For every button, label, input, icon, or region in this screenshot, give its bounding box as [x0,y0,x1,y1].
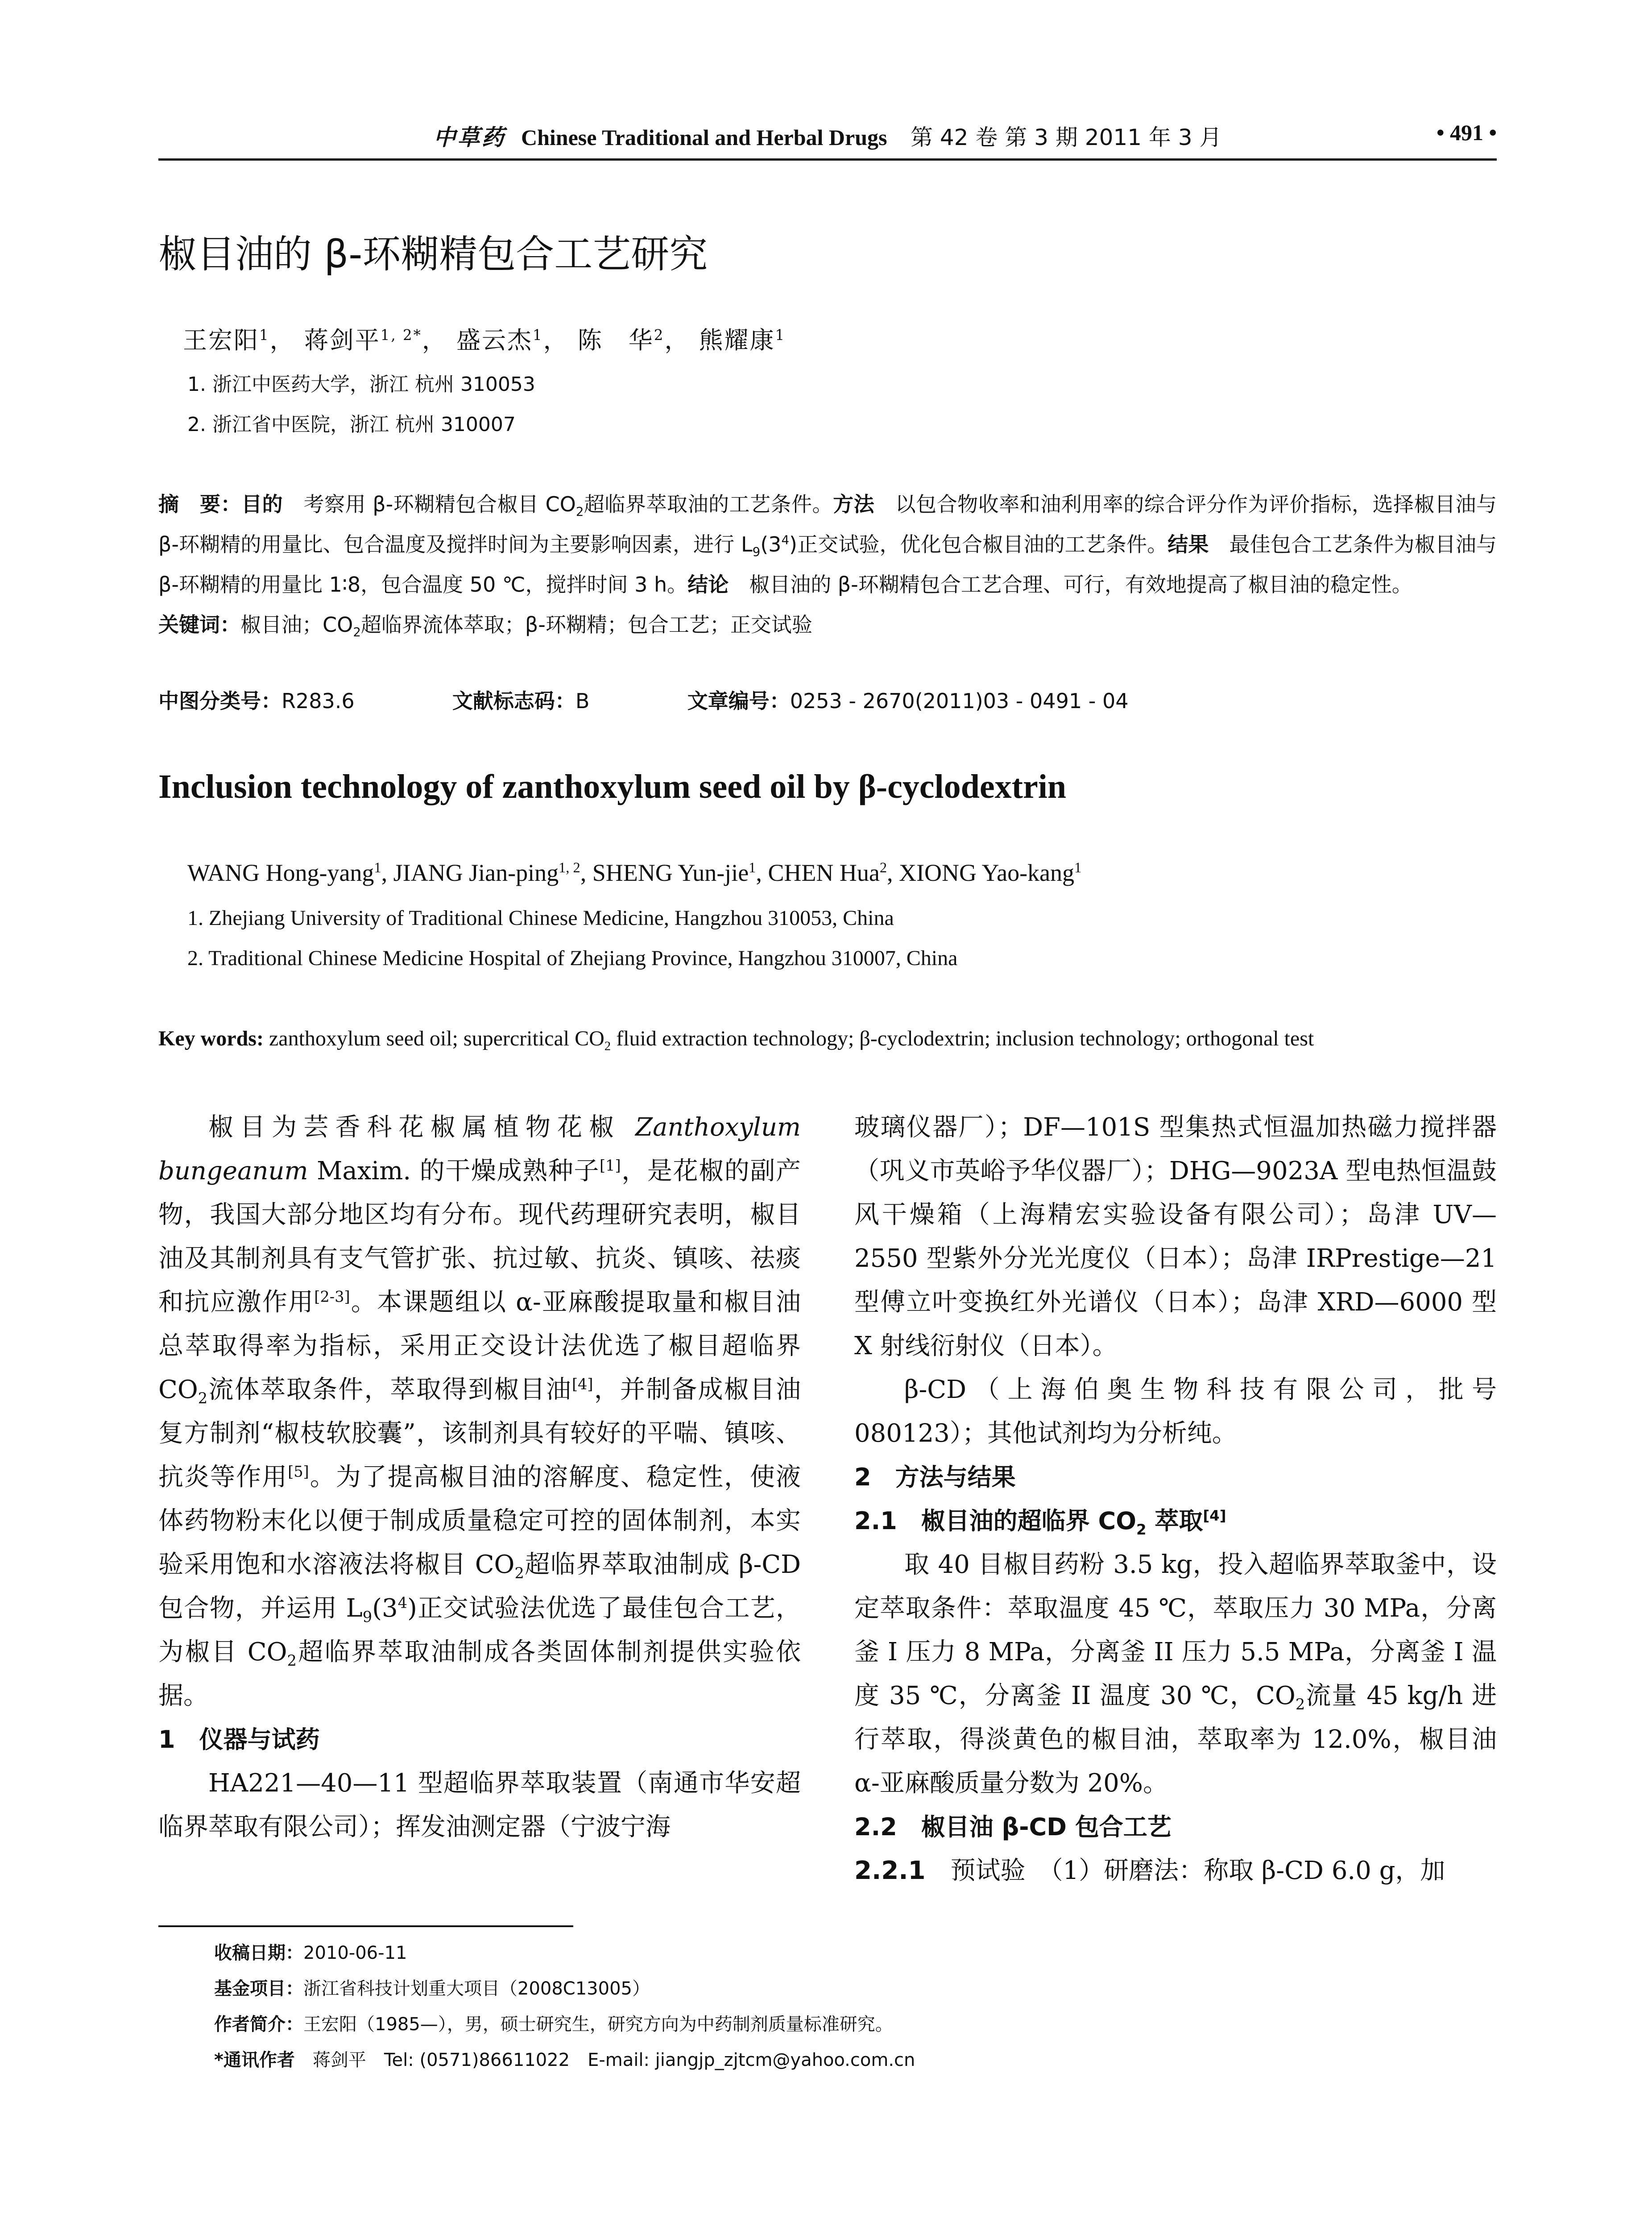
text-run: 流量 45 kg/h 进行萃取，得淡黄色的椒目油，萃取率为 12.0%，椒目油 α-亚麻酸质量分数为 20%。 [854,1681,1497,1798]
title-en: Inclusion technology of zanthoxylum seed oil by β-cyclodextrin [158,768,1067,805]
pretest-paragraph [854,1849,1497,1893]
author-affil-mark: 1 [259,327,270,344]
subscript: 2 [604,1039,611,1053]
journal-name-en: Chinese Traditional and Herbal Drugs [521,125,887,150]
keywords-text: 超临界流体萃取；β-环糊精；包合工艺；正交试验 [360,613,812,637]
footnote-received [214,1939,407,1964]
citation: [4] [571,1375,593,1393]
subscript: 2 [353,625,361,640]
superscript: 4 [781,532,789,547]
title-cn [158,223,708,278]
affiliation-cn: 2. 浙江省中医院，浙江 杭州 310007 [187,413,516,436]
text-run: ，是花椒的副产物，我国大部分地区均有分布。现代药理研究表明，椒目油及其制剂具有支气管扩张、抗过敏、抗炎、镇咳、祛痰和抗应激作用 [158,1157,801,1317]
objective-text: 考察用 β-环糊精包合椒目 CO [283,492,576,516]
subsubsection-label: 2.2.1 [854,1856,926,1885]
citation: [1] [600,1157,621,1174]
clc-label: 中图分类号： [158,689,282,713]
author-affil-mark: 1 [1074,860,1082,876]
footnote-divider [158,1925,573,1927]
abstract-cn [158,484,1497,645]
affiliation-cn: 1. 浙江中医药大学，浙江 杭州 310053 [187,373,535,396]
journal-name-cn: 中草药 [433,124,506,150]
author-affil-mark: 1, 2 [559,860,580,876]
text-run: (3 [372,1594,398,1623]
authors-cn: 王宏阳$^1$， 蒋剑平$^{1, 2*}$， 盛云杰$^1$， 陈 华$^2$， 熊耀康$^1$ [183,326,786,354]
keywords-label: Key words: [158,1027,264,1050]
title-cn-part: β-环糊精包合工艺研究 [324,232,708,277]
text-run: 预试验 （1）研磨法：称取 β-CD 6.0 g，加 [925,1856,1445,1885]
section-heading: 1 仪器与试药 [158,1725,320,1754]
keywords-label: 关键词： [158,613,240,637]
subscript: 2 [576,504,584,519]
text-run: 椒目为芸香科花椒属植物花椒 [208,1113,636,1142]
text-run: 。为了提高椒目油的溶解度、稳定性，使液体药物粉末化以便于制成质量稳定可控的固体制剂，本实验采用饱和水溶液法将椒目 CO [158,1463,801,1579]
footnote-label: 基金项目： [214,1978,303,1999]
body-column-left [158,1106,801,1849]
text-run: 。本课题组以 α-亚麻酸提取量和椒目油总萃取得率为指标，采用正交设计法优选了椒目超临界 CO [158,1288,801,1404]
keywords-text: 椒目油；CO [240,613,353,637]
subscript: 2 [1136,1521,1147,1538]
footnote-fund [214,1974,650,2000]
citation: [4] [1203,1507,1226,1524]
text-run: Maxim. 的干燥成熟种子 [308,1157,600,1186]
journal-info [158,120,1497,152]
keywords-en [158,1026,1314,1051]
header-divider [158,158,1497,161]
footnote-text: 王宏阳（1985—），男，硕士研究生，研究方向为中药制剂质量标准研究。 [303,2014,893,2035]
method-label: 方法 [833,492,875,516]
author-affil-mark: 1, 2* [380,327,422,344]
objective-label: 目的 [241,492,283,516]
text-run: 2.1 椒目油的超临界 CO [854,1507,1136,1535]
author-name: SHENG Yun-jie [592,859,749,886]
text-run: 流体萃取条件，萃取得到椒目油 [207,1375,572,1404]
author-name: 陈 华 [577,326,654,354]
author-name: JIANG Jian-ping [393,859,559,886]
page-number: • 491 • [1436,120,1497,145]
footnote-text: 蒋剑平 Tel: (0571)86611022 E-mail: jiangjp_zjtcm@yahoo.com.cn [294,2050,915,2070]
footnote-correspondence [214,2046,915,2071]
author-name: CHEN Hua [768,859,880,886]
subscript: 2 [287,1652,297,1670]
clc-value: R283.6 [282,689,355,713]
issue-info: 第 42 卷 第 3 期 2011 年 3 月 [910,124,1222,150]
subscript: 2 [198,1389,208,1407]
footnote-label: 作者简介： [214,2014,303,2035]
conclusion-text: 椒目油的 β-环糊精包合工艺合理、可行，有效地提高了椒目油的稳定性。 [729,572,1412,597]
method-text: 正交试验，优化包合椒目油的工艺条件。 [797,532,1168,556]
intro-paragraph [158,1106,801,1718]
instruments-paragraph: HA221—40—11 型超临界萃取装置（南通市华安超临界萃取有限公司）；挥发油测定器（宁波宁海 [158,1769,801,1841]
section-heading: 2 方法与结果 [854,1463,1016,1491]
body-column-right [854,1106,1497,1893]
superscript: 4 [397,1594,407,1612]
author-affil-mark: 1 [749,860,756,876]
author-name: 盛云杰 [456,326,533,354]
affiliation-en: 1. Zhejiang University of Traditional Chinese Medicine, Hangzhou 310053, China [187,906,894,930]
citation: [5] [288,1463,309,1480]
result-label: 结果 [1168,532,1209,556]
classification-line [158,685,1128,714]
orthogonal-notation: ) [789,532,797,556]
author-name: 王宏阳 [183,326,259,354]
subscript: 9 [752,544,761,560]
text-run: 超临界萃取油制成各类固体制剂提供实验依据。 [158,1638,801,1710]
author-affil-mark: 2 [879,860,887,876]
author-affil-mark: 2 [654,327,665,344]
text-run: 超临界萃取油制成 β-CD 包合物，并运用 L [158,1550,801,1623]
article-no-label: 文章编号： [687,689,790,713]
text-run: 取 40 目椒目药粉 3.5 kg，投入超临界萃取釜中，设定萃取条件：萃取温度 45 ℃，萃取压力 30 MPa，分离釜 I 压力 8 MPa，分离釜 II 压力 5.5 MPa，分离釜 I 温度 35 ℃，分离釜 II 温度 30 ℃，CO [854,1550,1497,1710]
author-name: 熊耀康 [699,326,775,354]
title-cn-part: 椒目油的 [158,232,312,277]
subscript: 2 [514,1564,524,1582]
footnote-label: *通讯作者 [214,2050,295,2070]
subscript: 2 [1295,1696,1305,1713]
abstract-label: 摘 要： [158,492,242,516]
text-run: ) [407,1594,417,1623]
text-run: 正交试验法优选了最佳包合工艺，为椒目 CO [158,1594,801,1667]
species-name: Zanthoxylum bungeanum [158,1113,801,1186]
orthogonal-notation: (3 [760,532,782,556]
reagent-paragraph: β-CD（上海伯奥生物科技有限公司，批号 080123）；其他试剂均为分析纯。 [854,1375,1497,1448]
author-name: 蒋剑平 [304,326,381,354]
footnote-text: 2010-06-11 [303,1943,407,1963]
authors-en: WANG Hong-yang$^1$, JIANG Jian-ping$^{1, 2}$, SHENG Yun-jie$^1$, CHEN Hua$^2$, XIONG Yao-kang$^1$ [187,859,1082,886]
doc-code-label: 文献标志码： [452,689,576,713]
author-name: WANG Hong-yang [187,859,374,886]
affiliation-en: 2. Traditional Chinese Medicine Hospital of Zhejiang Province, Hangzhou 310007, China [187,946,958,970]
author-affil-mark: 1 [532,327,543,344]
footnote-text: 浙江省科技计划重大项目（2008C13005） [303,1978,650,1999]
author-affil-mark: 1 [775,327,786,344]
footnote-label: 收稿日期： [214,1943,303,1963]
article-no-value: 0253 - 2670(2011)03 - 0491 - 04 [790,689,1129,713]
subsection-heading: 2.2 椒目油 β-CD 包合工艺 [854,1813,1172,1841]
author-name: XIONG Yao-kang [899,859,1075,886]
instruments-paragraph-cont: 玻璃仪器厂）；DF—101S 型集热式恒温加热磁力搅拌器（巩义市英峪予华仪器厂）；DHG—9023A 型电热恒温鼓风干燥箱（上海精宏实验设备有限公司）；岛津 UV—2550 型紫外分光光度仪（日本）；岛津 IRPrestige—21 型傅立叶变换红外光谱仪（日本）；岛津 XRD—6000 型 X 射线衍射仪（日本）。 [854,1113,1497,1360]
footnote-bio [214,2010,893,2036]
method-text: 以包合物收率和油利用率的综合评分作为评价指标，选择椒目油与 β-环糊精的用量比、包合温度及搅拌时间为主要影响因素，进行 L [158,492,1497,556]
running-header [158,120,1497,155]
subsection-heading [854,1499,1497,1543]
keywords-text: fluid extraction technology; β-cyclodextrin; inclusion technology; orthogonal test [611,1027,1314,1050]
result-text: 最佳包合工艺条件为椒目油与 β-环糊精的用量比 1∶8，包合温度 50 ℃，搅拌时间 3 h。 [158,532,1497,597]
citation: [2-3] [314,1288,350,1306]
text-run: ，并制备成椒目油复方制剂“椒枝软胶囊”，该制剂具有较好的平喘、镇咳、抗炎等作用 [158,1375,801,1492]
doc-code-value: B [575,689,590,713]
text-run: 萃取 [1146,1507,1203,1535]
objective-text: 超临界萃取油的工艺条件。 [584,492,833,516]
subscript: 9 [362,1608,373,1626]
conclusion-label: 结论 [687,572,729,597]
author-affil-mark: 1 [374,860,381,876]
keywords-text: zanthoxylum seed oil; supercritical CO [263,1027,604,1050]
extraction-paragraph [854,1543,1497,1805]
